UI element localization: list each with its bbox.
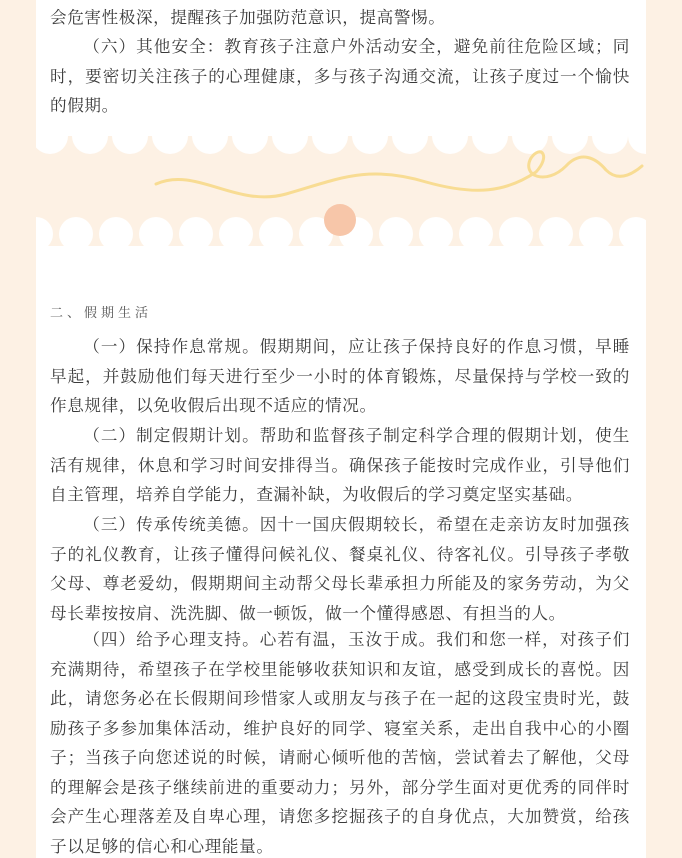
paragraph-top-tail: 会危害性极深，提醒孩子加强防范意识，提高警惕。 — [50, 8, 446, 27]
section-title-holiday-life: 二、假期生活 — [50, 306, 153, 321]
paragraph-routine: （一）保持作息常规。假期期间，应让孩子保持良好的作息习惯，早睡早起，并鼓励他们每天进行至少一小时的体育锻炼，尽量保持与学校一致的作息规律，以免收假后出现不适应的情况。 — [50, 337, 630, 415]
paragraph-holiday-plan: （二）制定假期计划。帮助和监督孩子制定科学合理的假期计划，使生活有规律，休息和学习时间安排得当。确保孩子能按时完成作业，引导他们自主管理，培养自学能力，查漏补缺，为收假后的学习奠定坚实基础。 — [50, 426, 630, 504]
peach-dot — [324, 204, 356, 236]
paragraph-psychological-support: （四）给予心理支持。心若有温，玉汝于成。我们和您一样，对孩子们充满期待，希望孩子在学校里能够收获知识和友谊，感受到成长的喜悦。因此，请您务必在长假期间珍惜家人或朋友与孩子在一起的这段宝贵时光，鼓励孩子多参加集体活动，维护良好的同学、寝室关系，走出自我中心的小圈子；当孩子向您述说的时候，请耐心倾听他的苦恼，尝试着去了解他，父母的理解会是孩子继续前进的重要动力；另外，部分学生面对更优秀的同伴时会产生心理落差及自卑心理，请您多挖掘孩子的自身优点，大加赞赏，给孩子以足够的信心和心理能量。 — [50, 630, 630, 856]
paragraph-other-safety: （六）其他安全：教育孩子注意户外活动安全，避免前往危险区域；同时，要密切关注孩子的心理健康，多与孩子沟通交流，让孩子度过一个愉快的假期。 — [50, 37, 630, 115]
decorative-wave-divider — [36, 136, 646, 246]
paragraph-traditional-virtues: （三）传承传统美德。因十一国庆假期较长，希望在走亲访友时加强孩子的礼仪教育，让孩子懂得问候礼仪、餐桌礼仪、待客礼仪。引导孩子孝敬父母、尊老爱幼，假期期间主动帮父母长辈承担力所能及的家务劳动，为父母长辈按按肩、洗洗脚、做一顿饭，做一个懂得感恩、有担当的人。 — [50, 515, 630, 623]
